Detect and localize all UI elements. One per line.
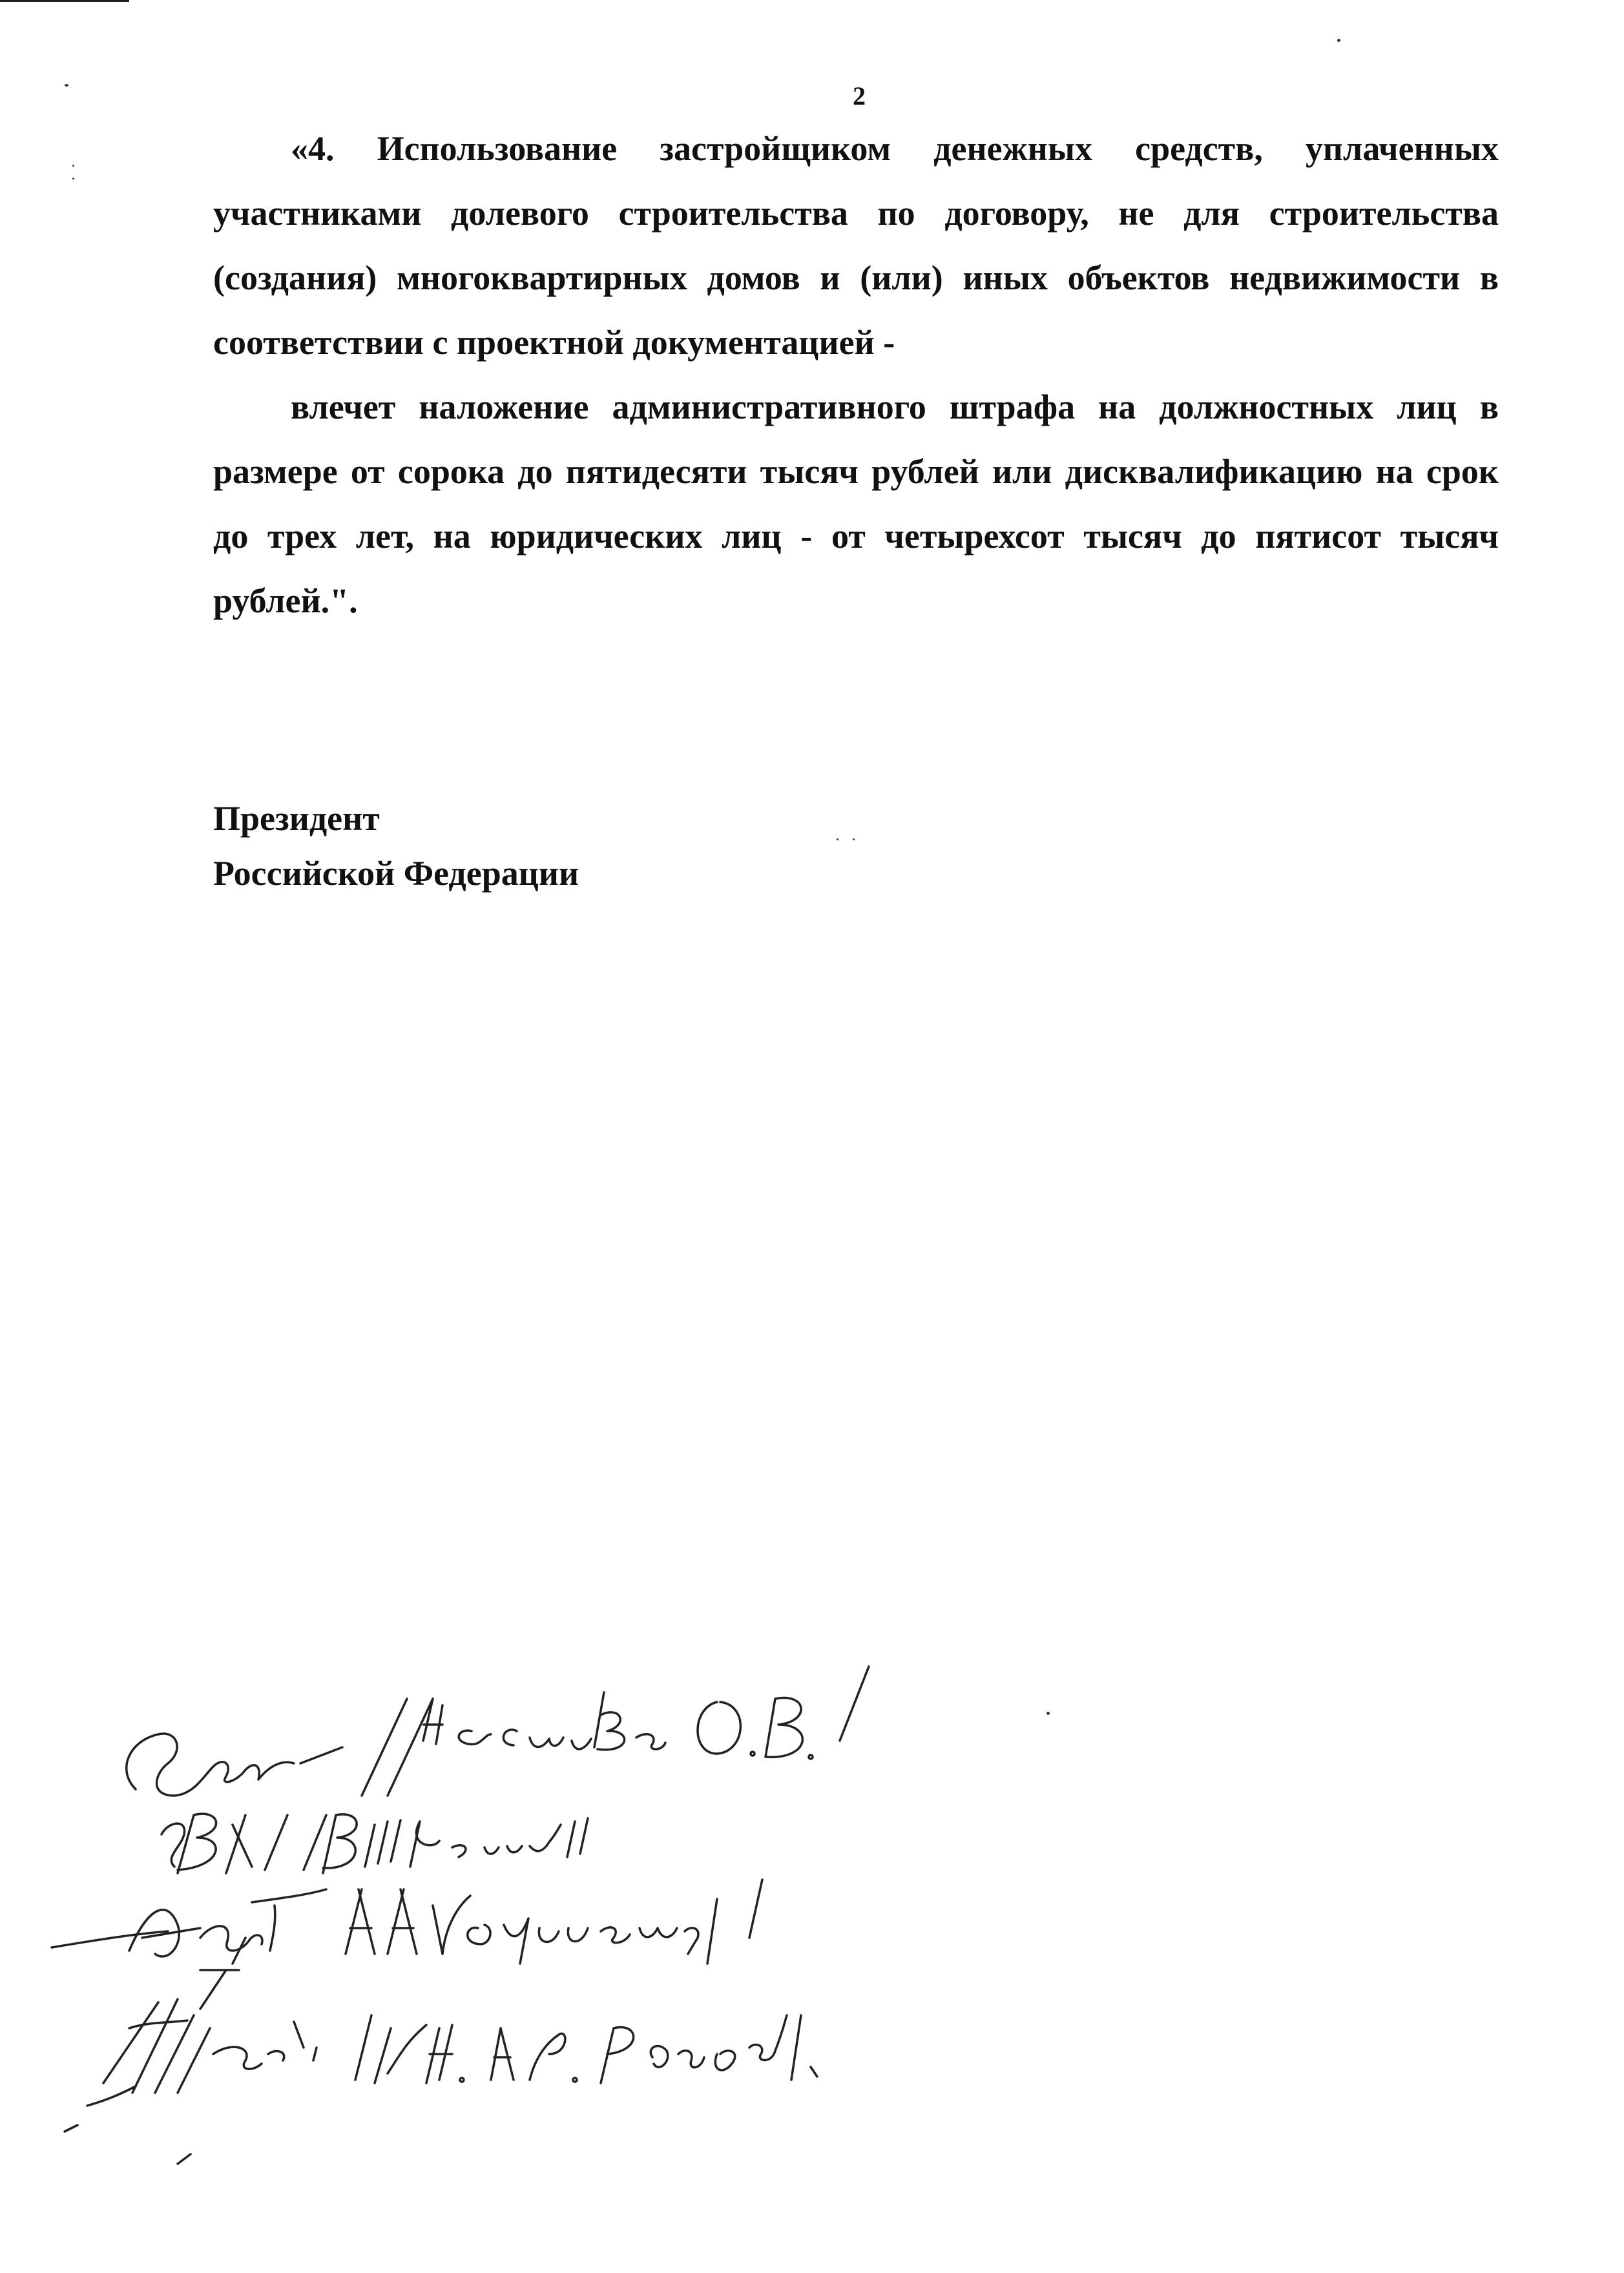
scan-corner-line [0, 0, 129, 2]
signature-1 [127, 1666, 869, 1796]
handwritten-signatures [39, 1602, 943, 2183]
signature-2 [161, 1814, 588, 1873]
signoff-title: Президент [213, 799, 380, 838]
article-paragraph-2: влечет наложение административного штрафа на должностных лиц в размере от сорока до пятидесяти тысяч рублей или дисквалификацию на срок до трех лет, на юридических лиц - от четырехсот тысяч до пятисот тысяч рублей.". [213, 388, 1499, 620]
signatures-drawing [39, 1602, 943, 2183]
signature-4 [65, 1999, 817, 2164]
article-paragraph-1: «4. Использование застройщиком денежных средств, уплаченных участниками долевого строительства по договору, не для строительства (создания) многоквартирных домов и (или) иных объектов недвижимости в соответствии с проектной документацией - [213, 129, 1499, 362]
document-body [213, 116, 1499, 633]
signature-block [213, 791, 579, 901]
page-number: 2 [853, 81, 866, 110]
signoff-organization: Российской Федерации [213, 854, 579, 893]
signature-3 [52, 1880, 762, 2009]
